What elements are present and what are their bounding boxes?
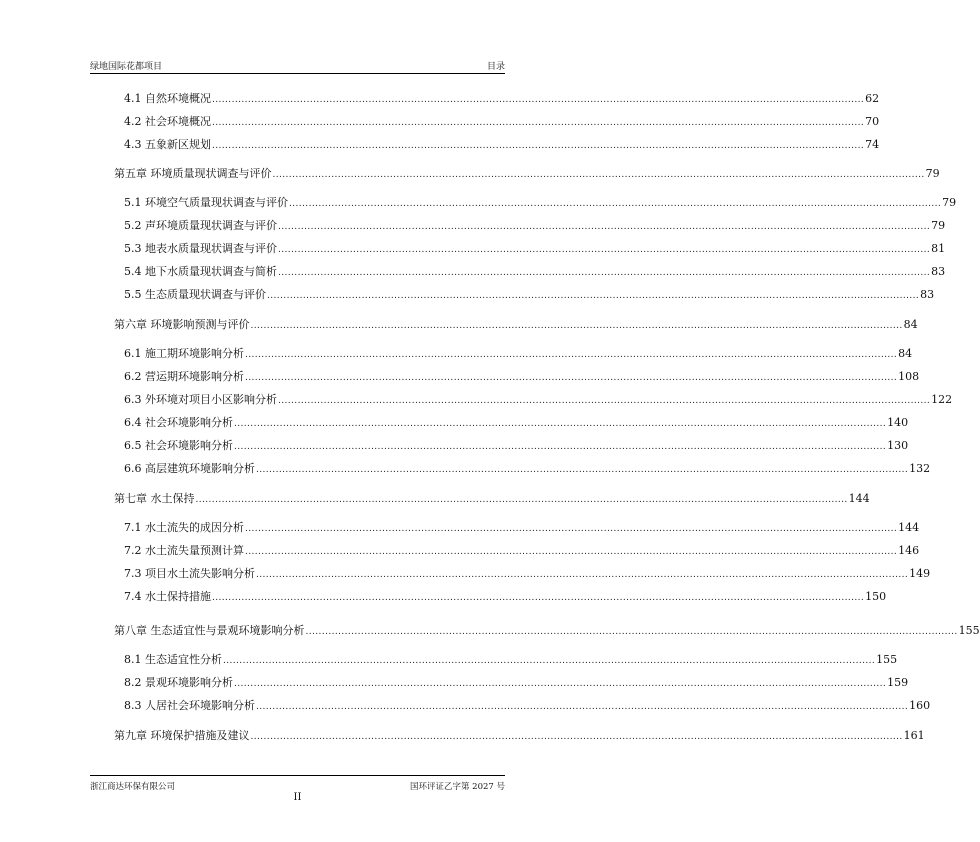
toc-dot-leader: ........................................................................................................................................................................................................ (234, 442, 887, 452)
toc-entry-label: 6.5 社会环境影响分析 (124, 439, 233, 452)
toc-entry-page: 132 (909, 462, 931, 475)
toc-section-entry[interactable] (124, 567, 931, 581)
toc-dot-leader: ........................................................................................................................................................................................................ (250, 321, 903, 331)
toc-entry-page: 81 (931, 242, 946, 255)
toc-entry-page: 79 (942, 196, 957, 209)
toc-section-entry[interactable] (124, 219, 946, 233)
toc-entry-label: 8.2 景观环境影响分析 (124, 676, 233, 689)
toc-entry-label: 5.1 环境空气质量现状调查与评价 (124, 196, 288, 209)
toc-entry-page: 62 (865, 92, 880, 105)
toc-dot-leader: ........................................................................................................................................................................................................ (212, 95, 865, 105)
toc-dot-leader: ........................................................................................................................................................................................................ (256, 570, 909, 580)
toc-entry-page: 155 (958, 624, 980, 637)
toc-section-entry[interactable] (124, 439, 909, 453)
toc-section-entry[interactable] (124, 653, 898, 667)
toc-section-entry[interactable] (124, 676, 909, 690)
toc-section-entry[interactable] (124, 393, 953, 407)
toc-dot-leader: ........................................................................................................................................................................................................ (234, 419, 887, 429)
toc-dot-leader: ........................................................................................................................................................................................................ (195, 495, 848, 505)
toc-entry-page: 140 (887, 416, 909, 429)
header-project-title: 绿地国际花都项目 (90, 62, 163, 72)
toc-entry-label: 5.2 声环境质量现状调查与评价 (124, 219, 277, 232)
toc-entry-page: 79 (931, 219, 946, 232)
toc-entry-label: 8.1 生态适宜性分析 (124, 653, 222, 666)
toc-section-entry[interactable] (124, 521, 920, 535)
toc-section-entry[interactable] (124, 590, 887, 604)
toc-entry-label: 7.2 水土流失量预测计算 (124, 544, 244, 557)
toc-entry-label: 7.1 水土流失的成因分析 (124, 521, 244, 534)
toc-dot-leader: ........................................................................................................................................................................................................ (245, 524, 898, 534)
toc-entry-label: 5.4 地下水质量现状调查与简析 (124, 265, 277, 278)
toc-dot-leader: ........................................................................................................................................................................................................ (245, 350, 898, 360)
toc-entry-label: 6.1 施工期环境影响分析 (124, 347, 244, 360)
toc-entry-label: 4.3 五象新区规划 (124, 138, 211, 151)
toc-entry-label: 第七章 水土保持 (114, 492, 195, 505)
toc-dot-leader: ........................................................................................................................................................................................................ (289, 199, 942, 209)
toc-entry-label: 8.3 人居社会环境影响分析 (124, 699, 255, 712)
toc-dot-leader: ........................................................................................................................................................................................................ (256, 702, 909, 712)
toc-dot-leader: ........................................................................................................................................................................................................ (272, 170, 925, 180)
toc-entry-label: 第九章 环境保护措施及建议 (114, 729, 250, 742)
toc-chapter-entry[interactable] (114, 729, 925, 743)
toc-chapter-entry[interactable] (114, 318, 918, 332)
toc-dot-leader: ........................................................................................................................................................................................................ (256, 465, 909, 475)
toc-entry-label: 6.6 高层建筑环境影响分析 (124, 462, 255, 475)
toc-section-entry[interactable] (124, 265, 946, 279)
toc-section-entry[interactable] (124, 544, 920, 558)
toc-entry-page: 84 (903, 318, 918, 331)
toc-entry-label: 6.2 营运期环境影响分析 (124, 370, 244, 383)
header-section-title: 目录 (486, 62, 505, 72)
toc-entry-label: 7.3 项目水土流失影响分析 (124, 567, 255, 580)
toc-dot-leader: ........................................................................................................................................................................................................ (267, 291, 920, 301)
toc-dot-leader: ........................................................................................................................................................................................................ (278, 268, 931, 278)
toc-entry-label: 6.4 社会环境影响分析 (124, 416, 233, 429)
toc-section-entry[interactable] (124, 462, 931, 476)
page-number: II (293, 792, 302, 803)
toc-entry-page: 74 (865, 138, 880, 151)
footer-company: 浙江商达环保有限公司 (90, 782, 176, 792)
toc-dot-leader: ........................................................................................................................................................................................................ (212, 593, 865, 603)
toc-entry-label: 5.3 地表水质量现状调查与评价 (124, 242, 277, 255)
toc-dot-leader: ........................................................................................................................................................................................................ (234, 679, 887, 689)
toc-entry-page: 130 (887, 439, 909, 452)
toc-entry-page: 160 (909, 699, 931, 712)
toc-section-entry[interactable] (124, 92, 880, 106)
toc-dot-leader: ........................................................................................................................................................................................................ (212, 141, 865, 151)
toc-section-entry[interactable] (124, 242, 946, 256)
toc-entry-label: 4.1 自然环境概况 (124, 92, 211, 105)
toc-dot-leader: ........................................................................................................................................................................................................ (223, 656, 876, 666)
footer-certificate: 国环评证乙字第 2027 号 (409, 782, 505, 792)
page-footer (90, 775, 505, 792)
toc-entry-label: 第八章 生态适宜性与景观环境影响分析 (114, 624, 305, 637)
toc-dot-leader: ........................................................................................................................................................................................................ (278, 396, 931, 406)
toc-dot-leader: ........................................................................................................................................................................................................ (305, 627, 958, 637)
toc-entry-page: 161 (903, 729, 925, 742)
toc-entry-page: 70 (865, 115, 880, 128)
toc-entry-page: 150 (865, 590, 887, 603)
toc-section-entry[interactable] (124, 196, 957, 210)
toc-entry-page: 83 (920, 288, 935, 301)
toc-entry-label: 7.4 水土保持措施 (124, 590, 211, 603)
toc-entry-page: 149 (909, 567, 931, 580)
toc-dot-leader: ........................................................................................................................................................................................................ (245, 547, 898, 557)
toc-section-entry[interactable] (124, 347, 913, 361)
toc-entry-page: 84 (898, 347, 913, 360)
toc-dot-leader: ........................................................................................................................................................................................................ (278, 245, 931, 255)
toc-entry-label: 第五章 环境质量现状调查与评价 (114, 167, 272, 180)
toc-section-entry[interactable] (124, 138, 880, 152)
toc-entry-page: 146 (898, 544, 920, 557)
toc-entry-page: 144 (848, 492, 870, 505)
toc-section-entry[interactable] (124, 288, 935, 302)
toc-entry-page: 144 (898, 521, 920, 534)
toc-entry-label: 第六章 环境影响预测与评价 (114, 318, 250, 331)
toc-entry-label: 4.2 社会环境概况 (124, 115, 211, 128)
toc-section-entry[interactable] (124, 370, 920, 384)
toc-section-entry[interactable] (124, 699, 931, 713)
toc-entry-label: 6.3 外环境对项目小区影响分析 (124, 393, 277, 406)
toc-chapter-entry[interactable] (114, 624, 980, 638)
toc-dot-leader: ........................................................................................................................................................................................................ (250, 732, 903, 742)
toc-entry-page: 122 (931, 393, 953, 406)
toc-chapter-entry[interactable] (114, 167, 940, 181)
toc-section-entry[interactable] (124, 115, 880, 129)
toc-chapter-entry[interactable] (114, 492, 870, 506)
toc-entry-page: 79 (925, 167, 940, 180)
toc-dot-leader: ........................................................................................................................................................................................................ (212, 118, 865, 128)
toc-entry-label: 5.5 生态质量现状调查与评价 (124, 288, 266, 301)
toc-entry-page: 108 (898, 370, 920, 383)
toc-entry-page: 155 (876, 653, 898, 666)
toc-dot-leader: ........................................................................................................................................................................................................ (245, 373, 898, 383)
toc-dot-leader: ........................................................................................................................................................................................................ (278, 222, 931, 232)
toc-entry-page: 159 (887, 676, 909, 689)
toc-entry-page: 83 (931, 265, 946, 278)
toc-section-entry[interactable] (124, 416, 909, 430)
